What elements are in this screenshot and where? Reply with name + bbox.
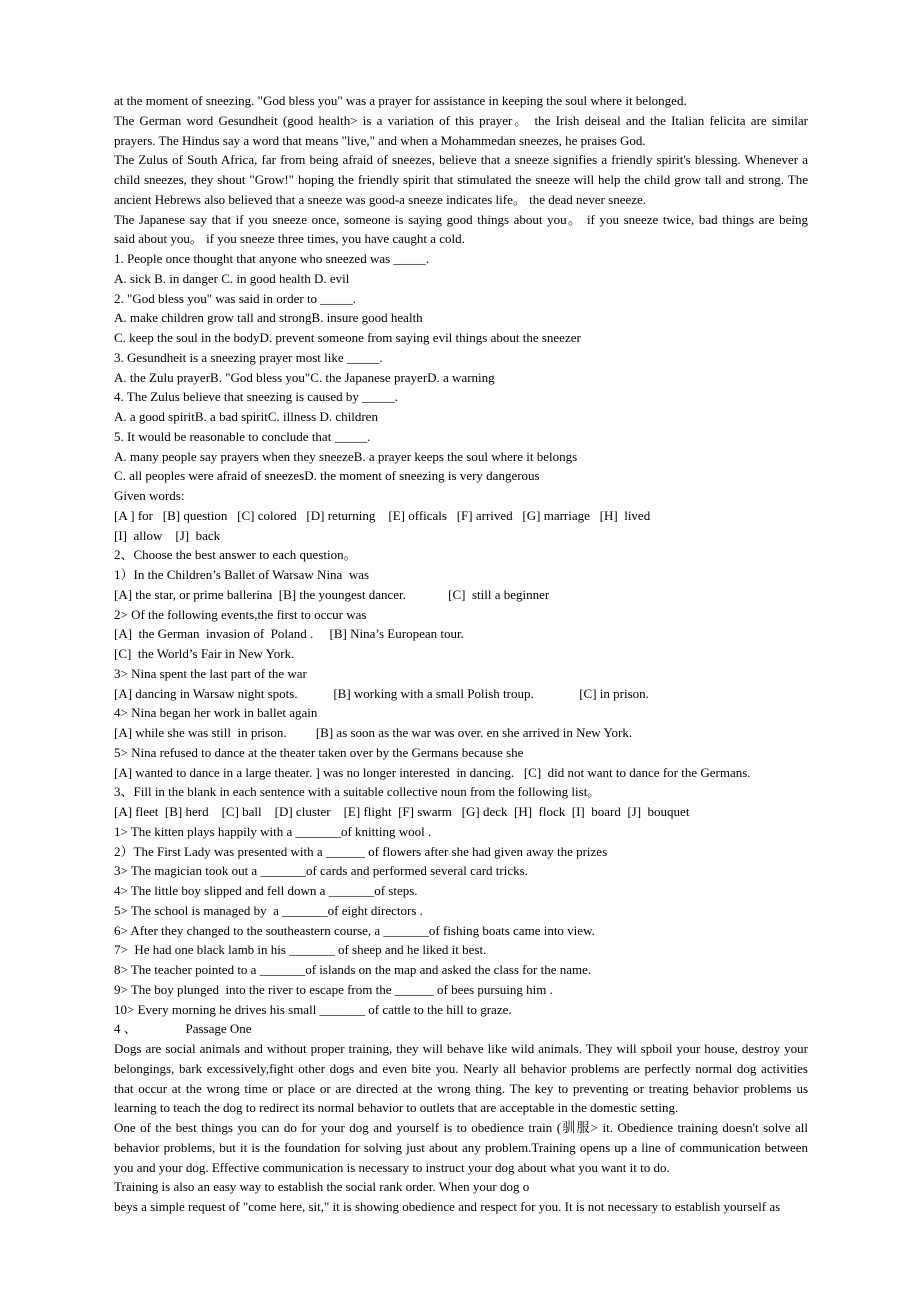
paragraph-line-p_dogs-1: Dogs are social animals and without proper training, they will behave like wild animals. They will spboil your house, destroy your — [114, 1041, 808, 1056]
text-line-s3_6-1: 6> After they changed to the southeastern course, a _______of fishing boats came into view. — [114, 922, 595, 938]
text-line-q4-1: 4. The Zulus believe that sneezing is caused by _____. — [114, 389, 398, 405]
text-line-s3_4-1: 4> The little boy slipped and fell down a _______of steps. — [114, 883, 418, 898]
text-line-s2_q4_opts-1: [A] while she was still in prison. [B] as soon as the war was over. en she arrived in New York. — [114, 725, 633, 740]
text-line-q2_opts_b-1: C. keep the soul in the bodyD. prevent someone from saying evil things about the sneezer — [114, 330, 581, 345]
paragraph-line-p_dogs-4: learning to teach the dog to redirect its normal behavior to outlets that are acceptable in the domestic setting. — [114, 1100, 679, 1116]
text-line-s3_3-1: 3> The magician took out a _______of cards and performed several card tricks. — [114, 863, 528, 879]
text-line-s2_title-1: 2、Choose the best answer to each question。 — [114, 547, 357, 563]
paragraph-line-p_obedience-1: One of the best things you can do for your dog and yourself is to obedience train (驯服> it. Obedience training doesn't solve all — [114, 1120, 808, 1135]
paragraph-line-p_zulus-1: The Zulus of South Africa, far from being afraid of sneezes, believe that a sneeze signifies a friendly spirit's blessing. Whenever a — [114, 152, 808, 168]
text-line-s3_2-1: 2）The First Lady was presented with a ______ of flowers after she had given away the prizes — [114, 843, 608, 859]
text-line-q1-1: 1. People once thought that anyone who sneezed was _____. — [114, 251, 430, 266]
text-line-p_beys-1: beys a simple request of "come here, sit," it is showing obedience and respect for you. It is not necessary to establish yourself as — [114, 1199, 781, 1214]
text-line-s2_q1-1: 1）In the Children’s Ballet of Warsaw Nina was — [114, 567, 370, 582]
text-line-s3_10-1: 10> Every morning he drives his small _______ of cattle to the hill to graze. — [114, 1001, 512, 1017]
text-line-s2_q5_opts-1: [A] wanted to dance in a large theater. ] was no longer interested in dancing. [C] did not want to dance for the Germans. — [114, 764, 751, 780]
text-line-given_1-1: [A ] for [B] question [C] colored [D] returning [E] officals [F] arrived [G] marriage [H] lived — [114, 507, 651, 523]
text-line-s2_q5-1: 5> Nina refused to dance at the theater taken over by the Germans because she — [114, 744, 524, 760]
text-line-p_training-1: Training is also an easy way to establish the social rank order. When your dog o — [114, 1179, 530, 1195]
paragraph-line-p_japanese-1: The Japanese say that if you sneeze once, someone is saying good things about you。 if you sneeze twice, bad things are being — [114, 211, 808, 227]
text-line-given_2-1: [I] allow [J] back — [114, 527, 221, 543]
text-line-s2_q1_opts-1: [A] the star, or prime ballerina [B] the youngest dancer. [C] still a beginner — [114, 586, 550, 602]
text-line-s2_q4-1: 4> Nina began her work in ballet again — [114, 705, 318, 721]
text-line-q5_opts_b-1: C. all peoples were afraid of sneezesD. the moment of sneezing is very dangerous — [114, 468, 540, 484]
text-line-q5-1: 5. It would be reasonable to conclude that _____. — [114, 428, 371, 444]
paragraph-line-p_zulus-2: child sneezes, they shout "Grow!" hoping the friendly spirit that stimulated the sneeze will help the child grow tall and strong. The — [114, 172, 808, 187]
text-line-s3_list-1: [A] fleet [B] herd [C] ball [D] cluster [E] flight [F] swarm [G] deck [H] flock [I] board [J] bouquet — [114, 804, 690, 819]
text-line-q1_opts-1: A. sick B. in danger C. in good health D. evil — [114, 270, 350, 286]
text-line-s3_8-1: 8> The teacher pointed to a _______of islands on the map and asked the class for the name. — [114, 962, 592, 977]
text-line-q2_opts_a-1: A. make children grow tall and strongB. insure good health — [114, 310, 423, 326]
text-line-s2_q2_c-1: [C] the World’s Fair in New York. — [114, 646, 295, 661]
text-line-s2_q2_a-1: [A] the German invasion of Poland . [B] Nina’s European tour. — [114, 626, 464, 642]
text-line-s3_7-1: 7> He had one black lamb in his _______ of sheep and he liked it best. — [114, 942, 487, 958]
text-line-q5_opts_a-1: A. many people say prayers when they sneezeB. a prayer keeps the soul where it belongs — [114, 448, 578, 464]
text-line-s3_1-1: 1> The kitten plays happily with a _______of knitting wool . — [114, 823, 432, 839]
text-line-s3_title-1: 3、Fill in the blank in each sentence with a suitable collective noun from the following list。 — [114, 784, 601, 800]
paragraph-line-p_obedience-2: behavior problems, but it is the foundation for solving just about any problem.Training opens up a line of communication between — [114, 1139, 808, 1155]
document-page — [114, 91, 808, 1217]
text-line-q2-1: 2. "God bless you" was said in order to _____. — [114, 290, 357, 306]
paragraph-line-p_german-2: prayers. The Hindus say a word that means "live," and when a Mohammedan sneezes, he praises God. — [114, 132, 646, 148]
text-line-p_soul-1: at the moment of sneezing. "God bless you" was a prayer for assistance in keeping the soul where it belonged. — [114, 93, 687, 108]
text-line-s2_q3_opts-1: [A] dancing in Warsaw night spots. [B] working with a small Polish troup. [C] in prison. — [114, 685, 649, 701]
paragraph-line-p_japanese-2: said about you。 if you sneeze three times, you have caught a cold. — [114, 231, 465, 247]
paragraph-line-p_dogs-2: belongings, bark excessively,fight other dogs and even bite you. Nearly all behavior problems are perfectly normal dog activities — [114, 1060, 808, 1076]
text-line-s3_5-1: 5> The school is managed by a _______of eight directors . — [114, 902, 423, 918]
text-line-s2_q2-1: 2> Of the following events,the first to occur was — [114, 606, 367, 622]
text-line-s2_q3-1: 3> Nina spent the last part of the war — [114, 665, 307, 681]
text-line-s3_9-1: 9> The boy plunged into the river to escape from the ______ of bees pursuing him . — [114, 981, 553, 997]
paragraph-line-p_obedience-3: you and your dog. Effective communication is necessary to instruct your dog about what you want it to do. — [114, 1159, 670, 1175]
text-line-s4_title-1: 4 、 Passage One — [114, 1021, 252, 1037]
text-line-q3-1: 3. Gesundheit is a sneezing prayer most like _____. — [114, 349, 383, 365]
paragraph-line-p_dogs-3: that occur at the wrong time or place or are directed at the wrong thing. The key to preventing or treating behavior problems us — [114, 1080, 808, 1096]
text-line-q4_opts-1: A. a good spiritB. a bad spiritC. illness D. children — [114, 409, 378, 424]
paragraph-line-p_zulus-3: ancient Hebrews also believed that a sneeze was good-a sneeze indicates life。 the dead never sneeze. — [114, 191, 647, 207]
text-line-q3_opts-1: A. the Zulu prayerB. "God bless you"C. the Japanese prayerD. a warning — [114, 369, 495, 385]
paragraph-line-p_german-1: The German word Gesundheit (good health> is a variation of this prayer。 the Irish deiseal and the Italian felicita are similar — [114, 112, 808, 128]
text-line-given_title-1: Given words: — [114, 488, 185, 503]
